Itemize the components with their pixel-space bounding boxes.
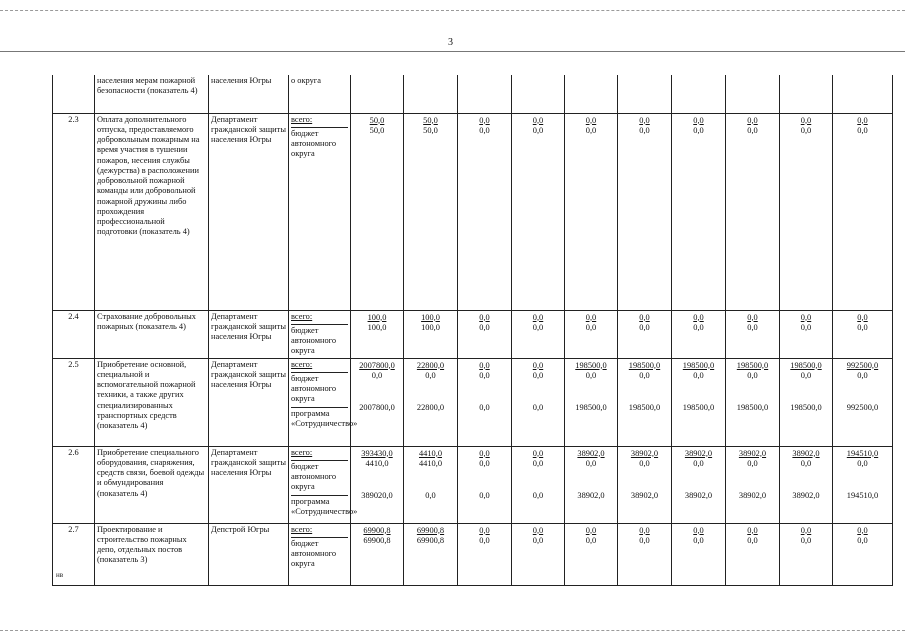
- year-value-cell: [726, 75, 780, 113]
- year-value-cell: [726, 310, 780, 358]
- year-value-cell: [618, 310, 672, 358]
- year-value-cell: [512, 75, 565, 113]
- amount-value: 69900,8: [416, 525, 445, 535]
- amount-value: 0,0: [639, 125, 650, 135]
- amount-value: 4410,0: [418, 458, 443, 468]
- amount-value: 0,0: [639, 535, 650, 545]
- amount-value: 0,0: [532, 535, 544, 545]
- amount-value: 0,0: [857, 312, 868, 322]
- year-value-cell: [672, 113, 726, 310]
- scan-edge-bottom: [0, 630, 905, 631]
- table-row: [53, 310, 893, 358]
- year-value-cell: [672, 446, 726, 523]
- source-cell: [289, 358, 358, 446]
- item-name-cell: населения мерам пожарной безопасности (показатель 4): [95, 75, 209, 113]
- amount-value: 0,0: [639, 115, 650, 125]
- amount-value: 0,0: [693, 125, 704, 135]
- amount-value: 38902,0: [684, 448, 713, 458]
- year-value-cell: [458, 113, 512, 310]
- amount-value: 0,0: [479, 448, 490, 458]
- amount-value: 0,0: [857, 370, 868, 380]
- item-number-cell: [53, 75, 95, 113]
- amount-value: 0,0: [800, 322, 812, 332]
- amount-value: 0,0: [425, 491, 436, 500]
- amount-value: 100,0: [367, 322, 387, 332]
- amount-value: 38902,0: [684, 491, 713, 500]
- year-value-cell: [404, 446, 458, 523]
- page-number: 3: [448, 37, 453, 48]
- year-value-cell: [404, 523, 458, 585]
- amount-value: 198500,0: [736, 403, 769, 412]
- year-value-cell: [351, 523, 404, 585]
- year-value-cell: [458, 523, 512, 585]
- amount-value: 0,0: [585, 322, 597, 332]
- amount-value: 198500,0: [575, 360, 607, 370]
- year-value-cell: [672, 358, 726, 446]
- year-value-cell: [672, 310, 726, 358]
- amount-value: 0,0: [693, 458, 704, 468]
- source-label: программа «Сотрудничество»: [291, 408, 358, 428]
- year-value-cell: [512, 358, 565, 446]
- source-label: всего:: [291, 114, 313, 124]
- amount-value: 38902,0: [738, 448, 767, 458]
- amount-value: 38902,0: [577, 448, 605, 458]
- amount-value: 100,0: [421, 312, 440, 322]
- amount-value: 992500,0: [846, 403, 879, 412]
- amount-value: 38902,0: [630, 491, 659, 500]
- amount-value: 38902,0: [738, 491, 767, 500]
- year-value-cell: [833, 446, 893, 523]
- amount-value: 389020,0: [361, 491, 393, 500]
- amount-value: 2007800,0: [359, 403, 395, 412]
- year-value-cell: [833, 523, 893, 585]
- source-cell: [289, 310, 351, 358]
- amount-value: 194510,0: [846, 448, 879, 458]
- amount-value: 38902,0: [630, 448, 659, 458]
- table-row: [53, 523, 893, 585]
- amount-value: 0,0: [800, 370, 812, 380]
- source-label: программа «Сотрудничество»: [291, 496, 358, 516]
- amount-value: 0,0: [639, 458, 650, 468]
- amount-value: 0,0: [532, 312, 544, 322]
- year-value-cell: [833, 75, 893, 113]
- year-value-cell: [618, 358, 672, 446]
- amount-value: 0,0: [532, 458, 544, 468]
- executor-cell: Департамент гражданской защиты населения Югры: [209, 358, 289, 446]
- amount-value: 0,0: [857, 458, 868, 468]
- amount-value: 0,0: [479, 491, 490, 500]
- amount-value: 69900,8: [363, 535, 391, 545]
- amount-value: 0,0: [800, 525, 812, 535]
- amount-value: 100,0: [421, 322, 440, 332]
- amount-value: 0,0: [639, 312, 650, 322]
- amount-value: 50,0: [369, 115, 385, 125]
- amount-value: 22800,0: [416, 403, 445, 412]
- amount-value: 0,0: [747, 125, 758, 135]
- year-value-cell: [780, 446, 833, 523]
- amount-value: 0,0: [747, 370, 758, 380]
- year-value-cell: [726, 113, 780, 310]
- amount-value: 198500,0: [790, 403, 822, 412]
- year-value-cell: [833, 358, 893, 446]
- source-label: бюджет автономного округа: [291, 127, 348, 160]
- year-value-cell: [351, 310, 404, 358]
- amount-value: 0,0: [479, 535, 490, 545]
- amount-value: 50,0: [423, 125, 438, 135]
- year-value-cell: [780, 113, 833, 310]
- amount-value: 4410,0: [418, 448, 443, 458]
- amount-value: 0,0: [857, 125, 868, 135]
- item-number-cell: 2.6: [53, 446, 95, 523]
- year-value-cell: [565, 358, 618, 446]
- amount-value: 0,0: [585, 125, 597, 135]
- executor-cell: Депстрой Югры: [209, 523, 289, 585]
- item-name-cell: Приобретение основной, специальной и вспомогательной пожарной техники, а также других специализированных транспортных средств (показатель 4): [95, 358, 209, 446]
- amount-value: 0,0: [479, 403, 490, 412]
- amount-value: 0,0: [800, 312, 812, 322]
- amount-value: 0,0: [747, 312, 758, 322]
- amount-value: 0,0: [585, 535, 597, 545]
- year-value-cell: [512, 446, 565, 523]
- amount-value: 0,0: [693, 525, 704, 535]
- amount-value: 0,0: [532, 360, 544, 370]
- year-value-cell: [404, 113, 458, 310]
- source-label: всего:: [291, 359, 313, 369]
- source-cell: [289, 113, 351, 310]
- amount-value: 4410,0: [365, 458, 389, 468]
- year-value-cell: [726, 523, 780, 585]
- year-value-cell: [618, 523, 672, 585]
- year-value-cell: [780, 523, 833, 585]
- amount-value: 0,0: [532, 525, 544, 535]
- amount-value: 0,0: [532, 370, 544, 380]
- amount-value: 0,0: [585, 370, 597, 380]
- item-number-cell: 2.4: [53, 310, 95, 358]
- year-value-cell: [404, 358, 458, 446]
- amount-value: 0,0: [479, 312, 490, 322]
- amount-value: 0,0: [857, 115, 868, 125]
- amount-value: 0,0: [639, 525, 650, 535]
- amount-value: 198500,0: [736, 360, 769, 370]
- amount-value: 0,0: [532, 322, 544, 332]
- amount-value: 69900,8: [363, 525, 391, 535]
- year-value-cell: [351, 446, 404, 523]
- amount-value: 0,0: [585, 312, 597, 322]
- amount-value: 0,0: [857, 535, 868, 545]
- year-value-cell: [565, 310, 618, 358]
- amount-value: 0,0: [800, 535, 812, 545]
- amount-value: 0,0: [747, 322, 758, 332]
- amount-value: 0,0: [532, 491, 544, 500]
- year-value-cell: [458, 75, 512, 113]
- amount-value: 38902,0: [792, 448, 820, 458]
- amount-value: 0,0: [479, 322, 490, 332]
- amount-value: 0,0: [479, 115, 490, 125]
- amount-value: 0,0: [639, 370, 650, 380]
- amount-value: 198500,0: [790, 360, 822, 370]
- amount-value: 198500,0: [682, 403, 715, 412]
- source-label: всего:: [291, 447, 313, 457]
- amount-value: 0,0: [693, 370, 704, 380]
- amount-value: 50,0: [423, 115, 438, 125]
- year-value-cell: [512, 523, 565, 585]
- amount-value: 38902,0: [792, 491, 820, 500]
- amount-value: 22800,0: [416, 360, 445, 370]
- year-value-cell: [780, 310, 833, 358]
- amount-value: 0,0: [532, 125, 544, 135]
- amount-value: 0,0: [425, 370, 436, 380]
- year-value-cell: [833, 310, 893, 358]
- scan-edge-top: [0, 10, 905, 11]
- item-name-cell: Приобретение специального оборудования, снаряжения, средств связи, боевой одежды и обмундирования (показатель 4): [95, 446, 209, 523]
- amount-value: 2007800,0: [359, 360, 395, 370]
- table-row: [53, 113, 893, 310]
- source-cell: [289, 75, 351, 113]
- item-number-cell: 2.3: [53, 113, 95, 310]
- item-name-cell: Проектирование и строительство пожарных депо, отдельных постов (показатель 3): [95, 523, 209, 585]
- amount-value: 992500,0: [846, 360, 879, 370]
- year-value-cell: [404, 75, 458, 113]
- year-value-cell: [726, 446, 780, 523]
- amount-value: 0,0: [479, 525, 490, 535]
- year-value-cell: [618, 446, 672, 523]
- source-label: о округа: [291, 76, 321, 85]
- executor-cell: Департамент гражданской защиты населения Югры: [209, 446, 289, 523]
- amount-value: 0,0: [747, 115, 758, 125]
- year-value-cell: [512, 310, 565, 358]
- amount-value: 198500,0: [575, 403, 607, 412]
- year-value-cell: [458, 446, 512, 523]
- table-body: [53, 75, 893, 585]
- amount-value: 198500,0: [628, 403, 661, 412]
- year-value-cell: [565, 446, 618, 523]
- year-value-cell: [780, 358, 833, 446]
- amount-value: 0,0: [747, 525, 758, 535]
- header-rule: [0, 51, 905, 52]
- amount-value: 69900,8: [416, 535, 445, 545]
- amount-value: 0,0: [479, 458, 490, 468]
- source-label: бюджет автономного округа: [291, 324, 348, 357]
- year-value-cell: [512, 113, 565, 310]
- source-cell: [289, 446, 358, 523]
- table-row: [53, 358, 893, 446]
- amount-value: 0,0: [800, 125, 812, 135]
- executor-cell: населения Югры: [209, 75, 289, 113]
- amount-value: 38902,0: [577, 491, 605, 500]
- year-value-cell: [458, 310, 512, 358]
- footer-note: нв: [56, 571, 64, 579]
- source-label: бюджет автономного округа: [291, 372, 348, 405]
- source-label: всего:: [291, 311, 313, 321]
- item-name-cell: Оплата дополнительного отпуска, предоставляемого добровольным пожарным на время участия в тушении пожаров, несения службы (дежурства) в расположении добровольной пожарной команды или добровольной пожарной дружины либо прохождения профессиональной подготовки (показатель 4): [95, 113, 209, 310]
- year-value-cell: [565, 523, 618, 585]
- amount-value: 0,0: [585, 115, 597, 125]
- amount-value: 0,0: [479, 125, 490, 135]
- amount-value: 0,0: [693, 312, 704, 322]
- amount-value: 0,0: [639, 322, 650, 332]
- year-value-cell: [565, 113, 618, 310]
- amount-value: 0,0: [479, 370, 490, 380]
- year-value-cell: [833, 113, 893, 310]
- year-value-cell: [672, 75, 726, 113]
- table-row: [53, 75, 893, 113]
- amount-value: 0,0: [747, 458, 758, 468]
- amount-value: 0,0: [479, 360, 490, 370]
- year-value-cell: [780, 75, 833, 113]
- year-value-cell: [565, 75, 618, 113]
- amount-value: 0,0: [585, 458, 597, 468]
- amount-value: 100,0: [367, 312, 387, 322]
- item-name-cell: Страхование добровольных пожарных (показатель 4): [95, 310, 209, 358]
- amount-value: 0,0: [800, 458, 812, 468]
- amount-value: 0,0: [532, 115, 544, 125]
- amount-value: 393430,0: [361, 448, 393, 458]
- item-number-cell: 2.5: [53, 358, 95, 446]
- amount-value: 194510,0: [846, 491, 879, 500]
- amount-value: 0,0: [693, 115, 704, 125]
- source-label: бюджет автономного округа: [291, 537, 348, 570]
- year-value-cell: [672, 523, 726, 585]
- amount-value: 0,0: [693, 535, 704, 545]
- amount-value: 0,0: [857, 525, 868, 535]
- amount-value: 0,0: [532, 403, 544, 412]
- source-cell: [289, 523, 351, 585]
- year-value-cell: [351, 358, 404, 446]
- amount-value: 0,0: [532, 448, 544, 458]
- table-row: [53, 446, 893, 523]
- amount-value: 0,0: [800, 115, 812, 125]
- year-value-cell: [618, 75, 672, 113]
- amount-value: 198500,0: [628, 360, 661, 370]
- amount-value: 0,0: [371, 370, 383, 380]
- year-value-cell: [458, 358, 512, 446]
- source-label: всего:: [291, 524, 313, 534]
- item-number-cell: 2.7: [53, 523, 95, 585]
- year-value-cell: [618, 113, 672, 310]
- executor-cell: Департамент гражданской защиты населения Югры: [209, 310, 289, 358]
- amount-value: 198500,0: [682, 360, 715, 370]
- amount-value: 50,0: [369, 125, 385, 135]
- amount-value: 0,0: [857, 322, 868, 332]
- year-value-cell: [351, 113, 404, 310]
- amount-value: 0,0: [585, 525, 597, 535]
- executor-cell: Департамент гражданской защиты населения Югры: [209, 113, 289, 310]
- financing-table: [52, 75, 893, 586]
- amount-value: 0,0: [747, 535, 758, 545]
- source-label: бюджет автономного округа: [291, 460, 348, 493]
- year-value-cell: [404, 310, 458, 358]
- amount-value: 0,0: [693, 322, 704, 332]
- year-value-cell: [351, 75, 404, 113]
- year-value-cell: [726, 358, 780, 446]
